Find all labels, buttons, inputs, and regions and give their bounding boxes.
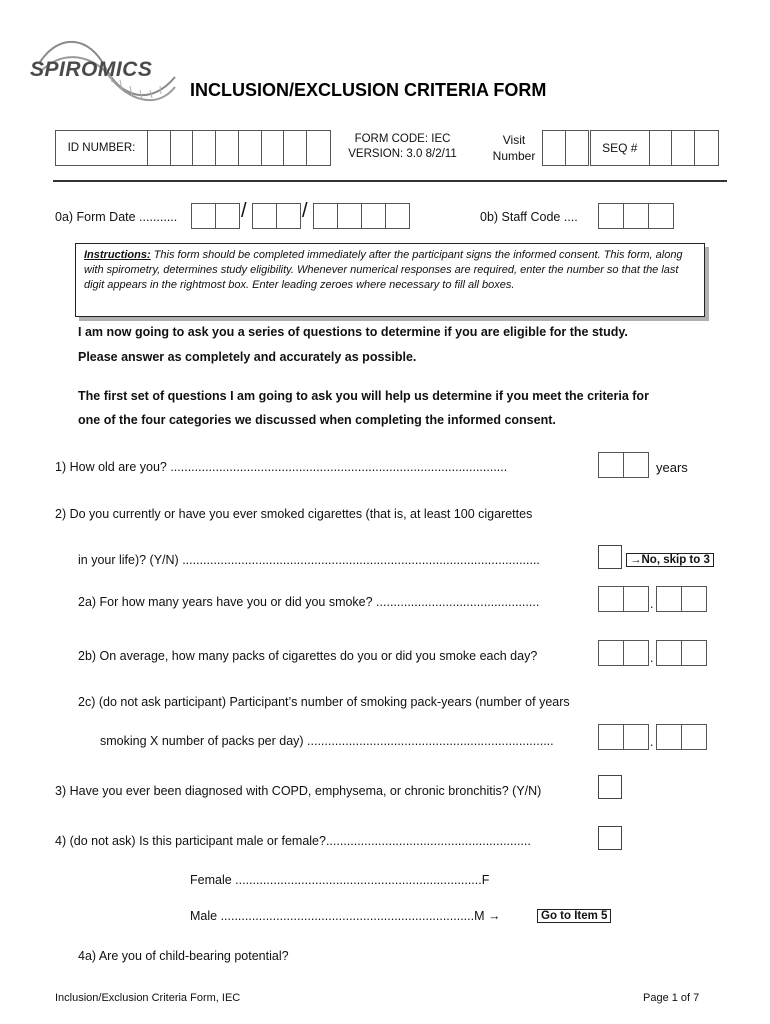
decimal-point: . [650,597,654,611]
intro-p1-line1: I am now going to ask you a series of questions to determine if you are eligible for the study. [78,325,628,339]
q2c-line2: smoking X number of packs per day) ....................................................................... [100,734,554,748]
staff-digit-box[interactable] [624,204,649,228]
form-date-year[interactable] [313,203,410,229]
digit-box[interactable] [657,641,682,665]
smoking-years-int[interactable] [598,586,649,612]
form-code-line: FORM CODE: IEC [354,133,451,145]
digit-box[interactable] [657,725,682,749]
date-digit-box[interactable] [314,204,338,228]
decimal-point: . [650,735,654,749]
logo-text: SPIROMICS [30,58,153,81]
id-digit-box[interactable] [216,131,239,165]
age-field[interactable] [598,452,649,478]
q2-line2: in your life)? (Y/N) ....................................................................................................... [78,553,540,567]
visit-number-label [488,132,540,164]
digit-box[interactable] [599,641,624,665]
form-date-day[interactable] [252,203,301,229]
digit-box[interactable] [624,641,648,665]
visit-digit-box[interactable] [566,131,588,165]
staff-code-field[interactable] [598,203,674,229]
id-digit-box[interactable] [193,131,216,165]
intro-p1-line2: Please answer as completely and accurately as possible. [78,350,417,364]
form-title: INCLUSION/EXCLUSION CRITERIA FORM [190,80,547,100]
seq-field[interactable] [590,130,719,166]
q4a-label: 4a) Are you of child-bearing potential? [78,949,289,963]
q3-label: 3) Have you ever been diagnosed with COPD, emphysema, or chronic bronchitis? (Y/N) [55,784,542,798]
digit-box[interactable] [599,587,624,611]
form-code-block [340,132,465,162]
male-option: Male .........................................................................M → [190,909,501,923]
staff-digit-box[interactable] [649,204,673,228]
pack-years-dec[interactable] [656,724,707,750]
date-slash: / [302,200,308,222]
intro-p2-line1: The first set of questions I am going to ask you will help us determine if you meet the criteria for [78,389,649,403]
staff-code-label: 0b) Staff Code .... [480,210,578,224]
intro-p2-line2: one of the four categories we discussed when completing the informed consent. [78,413,556,427]
staff-digit-box[interactable] [599,204,624,228]
goto-item-5-note: Go to Item 5 [537,909,611,923]
packs-per-day-dec[interactable] [656,640,707,666]
q4-label: 4) (do not ask) Is this participant male or female?........................................................... [55,834,531,848]
id-number-label: ID NUMBER: [56,131,148,165]
packs-per-day-int[interactable] [598,640,649,666]
skip-to-3-note: →No, skip to 3 [626,553,714,567]
id-digit-box[interactable] [171,131,194,165]
id-digit-box[interactable] [284,131,307,165]
digit-box[interactable] [682,641,706,665]
date-digit-box[interactable] [192,204,216,228]
age-digit-box[interactable] [599,453,624,477]
instructions-box [75,243,705,317]
seq-label: SEQ # [591,131,650,165]
id-digit-box[interactable] [239,131,262,165]
date-slash: / [241,200,247,222]
instructions-text: This form should be completed immediately after the participant signs the informed consent. This form, along with spirometry, determines study eligibility. Whenever numerical responses are required, enter the number so that the last digit appears in the rightmost box. Enter leading zeroes where necessary to fill all boxes. [84,249,683,291]
number-label: Number [492,149,536,163]
digit-box[interactable] [682,587,706,611]
digit-box[interactable] [682,725,706,749]
years-unit: years [656,460,688,475]
pack-years-int[interactable] [598,724,649,750]
date-digit-box[interactable] [277,204,300,228]
date-digit-box[interactable] [362,204,386,228]
seq-digit-box[interactable] [695,131,718,165]
seq-digit-box[interactable] [650,131,673,165]
id-number-field[interactable] [55,130,331,166]
q2c-line1: 2c) (do not ask participant) Participant’s number of smoking pack-years (number of years [78,695,570,709]
form-date-label: 0a) Form Date ........... [55,210,178,224]
footer-form-name: Inclusion/Exclusion Criteria Form, IEC [55,992,241,1004]
instructions-label: Instructions: [84,249,151,261]
digit-box[interactable] [599,725,624,749]
id-digit-box[interactable] [148,131,171,165]
date-digit-box[interactable] [338,204,362,228]
digit-box[interactable] [624,725,648,749]
age-digit-box[interactable] [624,453,648,477]
q2b-label: 2b) On average, how many packs of cigarettes do you or did you smoke each day? [78,649,538,663]
q1-label: 1) How old are you? ................................................................................................. [55,460,508,474]
version-line: VERSION: 3.0 8/2/11 [348,148,457,160]
page-number: Page 1 of 7 [643,992,700,1004]
visit-digit-box[interactable] [543,131,566,165]
date-digit-box[interactable] [253,204,277,228]
sex-box[interactable] [598,826,622,850]
digit-box[interactable] [624,587,648,611]
date-digit-box[interactable] [386,204,409,228]
digit-box[interactable] [657,587,682,611]
decimal-point: . [650,651,654,665]
smoked-yn-box[interactable] [598,545,622,569]
header-divider [53,180,727,182]
visit-label: Visit [502,133,526,147]
id-digit-box[interactable] [262,131,285,165]
female-option: Female .......................................................................F [190,873,490,887]
id-digit-box[interactable] [307,131,330,165]
visit-number-field[interactable] [542,130,589,166]
copd-yn-box[interactable] [598,775,622,799]
smoking-years-dec[interactable] [656,586,707,612]
form-date-month[interactable] [191,203,240,229]
date-digit-box[interactable] [216,204,239,228]
q2-line1: 2) Do you currently or have you ever smoked cigarettes (that is, at least 100 cigarettes [55,507,533,521]
seq-digit-box[interactable] [672,131,695,165]
q2a-label: 2a) For how many years have you or did you smoke? ............................................... [78,595,540,609]
